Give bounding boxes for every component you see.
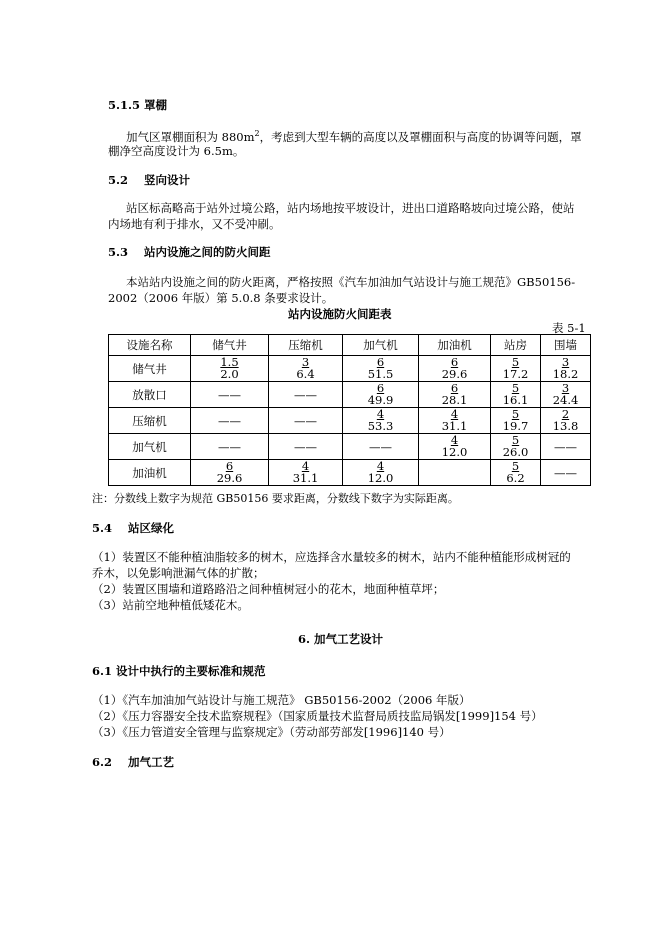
not-applicable-dash: ——: [294, 387, 317, 402]
actual-distance: 16.1: [502, 393, 529, 407]
actual-distance: 31.1: [292, 471, 319, 485]
table-cell: [191, 408, 269, 434]
table-header-cell: 加油机: [419, 335, 491, 356]
distance-fraction: [503, 434, 529, 458]
distance-fraction: [368, 356, 394, 380]
table-cell: [541, 356, 591, 382]
distance-fraction: [296, 356, 314, 380]
section-number: 5.4: [92, 521, 113, 535]
table-cell: [343, 408, 419, 434]
actual-distance: 29.6: [441, 367, 468, 381]
distance-fraction: [553, 382, 579, 406]
table-cell: [343, 356, 419, 382]
not-applicable-dash: ——: [218, 387, 241, 402]
table-row: [109, 356, 591, 382]
distance-fraction: [553, 408, 579, 432]
required-distance: 4: [450, 407, 459, 421]
table-cell: [419, 460, 491, 486]
heading-5-1-5: [108, 97, 167, 113]
table-cell: [541, 460, 591, 486]
required-distance: 5: [511, 381, 520, 395]
required-distance: 4: [376, 407, 385, 421]
distance-fraction: [293, 460, 319, 484]
table-header-cell: 压缩机: [269, 335, 343, 356]
section-title: 罩棚: [144, 98, 167, 112]
distance-fraction: [503, 356, 529, 380]
not-applicable-dash: ——: [554, 465, 577, 480]
greening-line-3: （2）装置区围墙和道路路沿之间种植树冠小的花木，地面种植草坪；: [92, 582, 445, 596]
heading-5-2: [108, 172, 190, 188]
paragraph-vertical-2: 内场地有利于排水，又不受冲刷。: [108, 217, 281, 231]
heading-6-1: [92, 663, 266, 679]
actual-distance: 12.0: [367, 471, 394, 485]
required-distance: 1.5: [220, 355, 239, 369]
section-number: 6.2: [92, 755, 113, 769]
table-cell: [491, 434, 541, 460]
table-cell: [191, 434, 269, 460]
paragraph-canopy-1: [126, 126, 582, 145]
actual-distance: 12.0: [441, 445, 468, 459]
required-distance: 4: [301, 459, 310, 473]
table-cell: [491, 460, 541, 486]
table-cell: [191, 356, 269, 382]
table-cell: [419, 408, 491, 434]
table-header-row: [109, 335, 591, 356]
paragraph-vertical-1: 站区标高略高于站外过境公路，站内场地按平坡设计，进出口道路略坡向过境公路，使站: [126, 201, 575, 215]
not-applicable-dash: ——: [294, 439, 317, 454]
table-note: 注：分数线上数字为规范 GB50156 要求距离，分数线下数字为实际距离。: [92, 492, 459, 505]
distance-fraction: [442, 356, 468, 380]
required-distance: 6: [450, 381, 459, 395]
actual-distance: 19.7: [502, 419, 529, 433]
required-distance: 3: [561, 381, 570, 395]
section-number: 5.2: [108, 173, 129, 187]
required-distance: 2: [561, 407, 570, 421]
required-distance: 5: [511, 459, 520, 473]
section-number: 5.3: [108, 245, 129, 259]
required-distance: 4: [376, 459, 385, 473]
table-header-cell: 站房: [491, 335, 541, 356]
table-cell: [269, 460, 343, 486]
actual-distance: 6.2: [506, 471, 525, 485]
actual-distance: 31.1: [441, 419, 468, 433]
distance-fraction: [503, 382, 529, 406]
distance-fraction: [506, 460, 524, 484]
standard-item-2: （2）《压力容器安全技术监察规程》（国家质量技术监督局质技监局锅发[1999]154 号）: [92, 709, 543, 723]
actual-distance: 6.4: [296, 367, 315, 381]
required-distance: 3: [561, 355, 570, 369]
distance-fraction: [220, 356, 238, 380]
not-applicable-dash: ——: [294, 413, 317, 428]
row-label: 加气机: [109, 434, 191, 460]
distance-fraction: [442, 382, 468, 406]
table-cell: [491, 408, 541, 434]
greening-line-4: （3）站前空地种植低矮花木。: [92, 598, 249, 612]
actual-distance: 49.9: [367, 393, 394, 407]
text: ，考虑到大型车辆的高度以及罩棚面积与高度的协调等问题，罩: [259, 129, 582, 144]
table-row: [109, 408, 591, 434]
row-label: 加油机: [109, 460, 191, 486]
distance-fraction: [503, 408, 529, 432]
table-cell: [491, 356, 541, 382]
table-cell: [343, 434, 419, 460]
table-cell: [269, 356, 343, 382]
paragraph-firedist-1: 本站站内设施之间的防火距离，严格按照《汽车加油加气站设计与施工规范》GB50156-: [126, 275, 576, 289]
section-number: 5.1.5: [108, 98, 141, 112]
not-applicable-dash: ——: [369, 439, 392, 454]
actual-distance: 29.6: [216, 471, 243, 485]
distance-fraction: [368, 460, 394, 484]
not-applicable-dash: ——: [218, 439, 241, 454]
text: 加气区罩棚面积为 880m: [126, 129, 255, 144]
table-cell: [541, 434, 591, 460]
distance-fraction: [442, 434, 468, 458]
table-cell: [191, 382, 269, 408]
table-cell: [491, 382, 541, 408]
table-header-cell: 储气井: [191, 335, 269, 356]
table-header-cell: 设施名称: [109, 335, 191, 356]
required-distance: 6: [376, 381, 385, 395]
section-title: 加气工艺: [128, 755, 174, 769]
actual-distance: 2.0: [220, 367, 239, 381]
required-distance: 5: [511, 433, 520, 447]
distance-fraction: [442, 408, 468, 432]
standard-item-3: （3）《压力管道安全管理与监察规定》（劳动部劳部发[1996]140 号）: [92, 725, 451, 739]
required-distance: 3: [301, 355, 310, 369]
actual-distance: 51.5: [367, 367, 394, 381]
required-distance: 6: [225, 459, 234, 473]
table-cell: [343, 460, 419, 486]
heading-5-4: [92, 520, 174, 536]
section-number: 6.1: [92, 664, 113, 678]
table-cell: [269, 382, 343, 408]
table-row: [109, 434, 591, 460]
actual-distance: 26.0: [502, 445, 529, 459]
fire-distance-table: [108, 334, 591, 486]
greening-line-1: （1）装置区不能种植油脂较多的树木，应选择含水量较多的树木，站内不能种植能形成树冠的: [92, 550, 571, 564]
table-title: 站内设施防火间距表: [288, 307, 392, 321]
actual-distance: 24.4: [552, 393, 579, 407]
table-cell: [269, 408, 343, 434]
table-cell: [541, 382, 591, 408]
table-cell: [191, 460, 269, 486]
required-distance: 5: [511, 407, 520, 421]
table-cell: [269, 434, 343, 460]
table-header-cell: 加气机: [343, 335, 419, 356]
heading-6-2: [92, 754, 174, 770]
paragraph-canopy-2: 棚净空高度设计为 6.5m。: [108, 144, 245, 158]
paragraph-firedist-2: 2002（2006 年版）第 5.0.8 条要求设计。: [108, 291, 334, 305]
required-distance: 6: [376, 355, 385, 369]
standard-item-1: （1）《汽车加油加气站设计与施工规范》 GB50156-2002（2006 年版）: [92, 693, 471, 707]
row-label: 放散口: [109, 382, 191, 408]
not-applicable-dash: ——: [554, 439, 577, 454]
required-distance: 6: [450, 355, 459, 369]
actual-distance: 18.2: [552, 367, 579, 381]
greening-line-2: 乔木，以免影响泄漏气体的扩散；: [92, 566, 265, 580]
distance-fraction: [553, 356, 579, 380]
not-applicable-dash: ——: [218, 413, 241, 428]
actual-distance: 28.1: [441, 393, 468, 407]
table-cell: [541, 408, 591, 434]
table-header-cell: 围墙: [541, 335, 591, 356]
table-row: [109, 460, 591, 486]
row-label: 压缩机: [109, 408, 191, 434]
distance-fraction: [217, 460, 243, 484]
table-cell: [419, 382, 491, 408]
section-title: 设计中执行的主要标准和规范: [116, 664, 266, 678]
superscript: 2: [254, 129, 260, 138]
section-title: 站区绿化: [128, 521, 174, 535]
actual-distance: 53.3: [367, 419, 394, 433]
required-distance: 5: [511, 355, 520, 369]
section-title: 站内设施之间的防火间距: [144, 245, 271, 259]
actual-distance: 13.8: [552, 419, 579, 433]
table-row: [109, 382, 591, 408]
table-cell: [343, 382, 419, 408]
table-cell: [419, 434, 491, 460]
table-label: 表 5-1: [552, 321, 586, 335]
section-title: 竖向设计: [144, 173, 190, 187]
required-distance: 4: [450, 433, 459, 447]
row-label: 储气井: [109, 356, 191, 382]
distance-fraction: [368, 382, 394, 406]
distance-fraction: [368, 408, 394, 432]
actual-distance: 17.2: [502, 367, 529, 381]
table-cell: [419, 356, 491, 382]
chapter-title: 6. 加气工艺设计: [298, 632, 384, 646]
heading-5-3: [108, 244, 271, 260]
